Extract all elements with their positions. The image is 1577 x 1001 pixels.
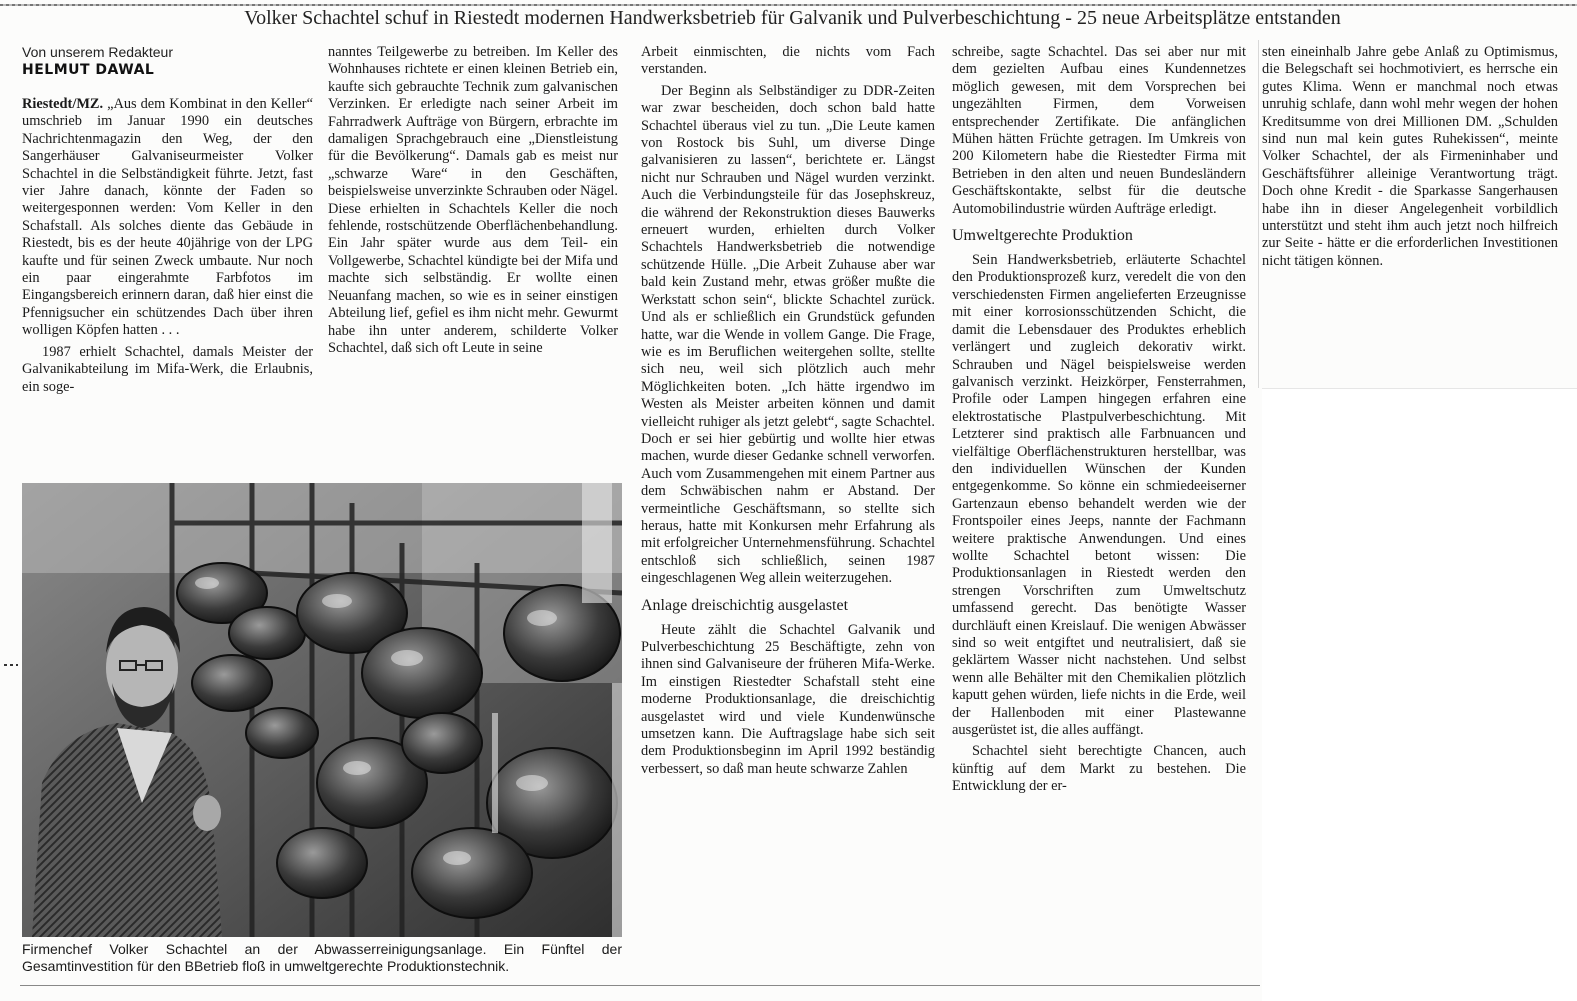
article-column-5 — [1262, 44, 1558, 384]
byline-author: HELMUT DAWAL — [22, 62, 155, 78]
paragraph: sten eineinhalb Jahre gebe Anlaß zu Optimismus, die Belegschaft sei hochmotiviert, es herrsche ein gutes Klima. Wenn er manchmal noch etwas unruhig schlafe, dann wohl mehr wegen der hohen Kreditsumme von drei Millionen DM. „Schulden sind nun mal kein gutes Ruhekissen“, meinte Volker Schachtel, der als Firmeninhaber und Geschäftsführer alleinige Verantwortung trägt. Doch ohne Kredit - die Sparkasse Sangerhausen habe ihn in dieser Angelegenheit vorbildlich unterstützt und steht ihm auch jetzt noch hilfreich zur Seite - hätte er die erforderlichen Investitionen nicht tätigen können. — [1262, 44, 1558, 269]
article-photo — [22, 483, 622, 937]
paragraph: nanntes Teilgewerbe zu betreiben. Im Keller des Wohnhauses richtete er einen kleinen Betrieb ein, kaufte sich gebrauchte Technik zum galvanischen Verzinken. Er erledigte nach seiner Arbeit im Fahrradwerk Aufträge von Bürgern, erbrachte im damaligen Sprachgebrauch eine „Dienstleistung für die Bevölkerung“. Damals gab es meist nur „schwarze Ware“ in den Geschäften, beispielsweise unverzinkte Schrauben oder Nägel. Diese erhielten in Schachtels Keller die noch fehlende, rostschützende Oberflächenbehandlung. Ein Jahr später wurde aus dem Teil- ein Vollgewerbe, Schachtel kündigte bei der Mifa und machte sich selbständig. Er wollte einen Neuanfang machen, so wie es in seiner einstigen Abteilung lief, gefiel es ihm nicht mehr. Gewurmt habe ihn unter anderem, schilderte Volker Schachtel, daß sich oft Leute in seine — [328, 44, 618, 356]
paragraph: Heute zählt die Schachtel Galvanik und Pulverbeschichtung 25 Beschäftigte, zehn von ihnen sind Galvaniseure der früheren Mifa-Werke. Im einstigen Riestedter Schafstall steht eine moderne Produktionsanlage, die dreischichtig ausgelastet wird und viele Kundenwünsche umsetzen kann. Die Auftragslage habe sich seit dem Produktionsbeginn im April 1992 beständig verbessert, so daß man heute schwarze Zahlen — [641, 621, 935, 777]
subheading: Anlage dreischichtig ausgelastet — [641, 596, 849, 614]
article-column-4 — [952, 44, 1246, 974]
article-column-3 — [641, 44, 935, 974]
photo-factory-equipment — [22, 483, 622, 937]
subheading: Umweltgerechte Produktion — [952, 227, 1133, 245]
column-divider — [1258, 40, 1259, 388]
paragraph: Arbeit einmischten, die nichts vom Fach verstanden. — [641, 44, 935, 78]
article-column-1 — [22, 96, 313, 464]
article-headline: Volker Schachtel schuf in Riestedt modernen Handwerksbetrieb für Galvanik und Pulverbeschichtung - 25 neue Arbeitsplätze entstanden — [244, 7, 1341, 29]
paragraph-text: „Aus dem Kombinat in den Keller“ umschrieb im Januar 1990 ein deutsches Nachrichtenmagazin den Weg, der den Sangerhäuser Galvaniseurmeister Volker Schachtel in die Selbständigkeit führte. Jetzt, fast vier Jahre danach, könnte der Faden so weitergesponnen werden: Vom Keller in den Schafstall. Als solches diente das Gebäude in Riestedt, bis es der heute 40jährige von der LPG kaufte und für seinen Zweck umbaute. Nur noch ein paar eingerahmte Farbfotos im Eingangsbereich erinnern daran, daß hier einst die Pfennigsucher ein schützendes Dach über ihren wolligen Köpfen hatten . . . — [22, 96, 313, 339]
crop-mark — [4, 664, 18, 666]
paragraph: Der Beginn als Selbständiger zu DDR-Zeiten war zwar bescheiden, doch schon bald hatte Schachtel überaus viel zu tun. „Die Leute kamen von Rostock bis Suhl, um diverse Dinge galvanisieren zu lassen“, berichtete er. Längst nicht nur Schrauben und Nägel wurden verzinkt. Auch die Verbindungsteile für das Josephskreuz, die während der Rekonstruktion dieses Bauwerks erneuert wurden, erhielten durch Volker Schachtels Handwerksbetrieb die notwendige schützende Hülle. „Die Arbeit Zuhause aber war bald kein Zustand mehr, etwas größer mußte die Werkstatt schon sein“, blickte Schachtel zurück. Und als er schließlich ein Grundstück gefunden hatte, war die Wende in vollem Gange. Die Frage, wie es im Beruflichen weitergehen sollte, stellte sich neu, weil sich plötzlich auch mehr Möglichkeiten boten. „Ich hätte irgendwo im Westen als Meister arbeiten können und damit vielleicht ruhiger als jetzt gelebt“, sagte Schachtel. Doch er sei hier gebürtig und wollte hier etwas machen, wurde dieser Gedanke schnell verworfen. Auch vom Zusammengehen mit einem Partner aus dem Schwäbischen nahm er Abstand. Der vermeintliche Geschäftsmann, so stellte sich heraus, hatte mit Konkursen mehr Erfahrung als mit erfolgreicher Unternehmensführung. Schachtel entschloß sich schließlich, seinen 1987 eingeschlagenen Weg allein weiterzugehen. — [641, 82, 935, 587]
paragraph: Schachtel sieht berechtigte Chancen, auch künftig auf dem Markt zu bestehen. Die Entwicklung der er- — [952, 743, 1246, 795]
dateline: Riestedt/MZ. — [22, 96, 104, 112]
paragraph: 1987 erhielt Schachtel, damals Meister der Galvanikabteilung im Mifa-Werk, die Erlaubnis, ein soge- — [22, 343, 313, 395]
paragraph — [22, 96, 313, 340]
article-column-2 — [328, 44, 618, 464]
paragraph: schreibe, sagte Schachtel. Das sei aber nur mit dem gezielten Aufbau eines Kundennetzes möglich gewesen, mit dem Vorsprechen bei ungezählten Firmen, dem Vorweisen entsprechender Zertifikate. Die anfänglichen Mühen hätten Früchte getragen. Im Umkreis von 200 Kilometern habe die Riestedter Firma mit Betrieben in den alten und neuen Bundesländern Geschäftskontakte, selbst für die deutsche Automobilindustrie würden Aufträge erledigt. — [952, 44, 1246, 217]
bottom-rule — [20, 985, 1260, 986]
photo-caption: Firmenchef Volker Schachtel an der Abwasserreinigungsanlage. Ein Fünftel der Gesamtinvestition für den BBetrieb floß in umweltgerechte Produktionstechnik. — [22, 941, 622, 974]
blank-paper-area — [1262, 388, 1577, 1001]
paragraph: Sein Handwerksbetrieb, erläuterte Schachtel den Produktionsprozeß kurz, veredelt die von den verschiedensten Firmen angelieferten Erzeugnisse mit einer korrosionsschützenden Schicht, die damit die Lebensdauer des Produktes erheblich verlängert und zugleich dekorativ wirkt. Schrauben und Nägel beispielsweise werden galvanisch verzinkt. Heizkörper, Fensterrahmen, Profile oder Lampen hingegen erfahren eine elektrostatische Plastpulverbeschichtung. Mit Letzterer sind praktisch alle Farbnuancen und vielfältige Oberflächenstrukturen herstellbar, was den individuellen Wünschen der Kunden entgegenkomme. So könne ein schmiedeeiserner Gartenzaun ebenso behandelt werden wie der Frontspoiler eines Jeeps, nannte der Fachmann weitere praktische Anwendungen. Und eines wollte Schachtel betont wissen: Die Produktionsanlagen in Riestedt werden den strengen Vorschriften zum Umweltschutz umfassend gerecht. Das benötigte Wasser durchläuft einen Kreislauf. Die wenigen Abwässer sind so weit entgiftet und neutralisiert, daß sie geklärtem Wasser nicht nachstehen. Und selbst wenn alle Behälter mit den Chemikalien plötzlich kaputt gehen würden, liefe nichts in die Erde, weil der Hallenboden mit einer Plastewanne ausgerüstet ist, die alles auffängt. — [952, 252, 1246, 739]
byline-prefix: Von unserem Redakteur — [22, 44, 173, 60]
